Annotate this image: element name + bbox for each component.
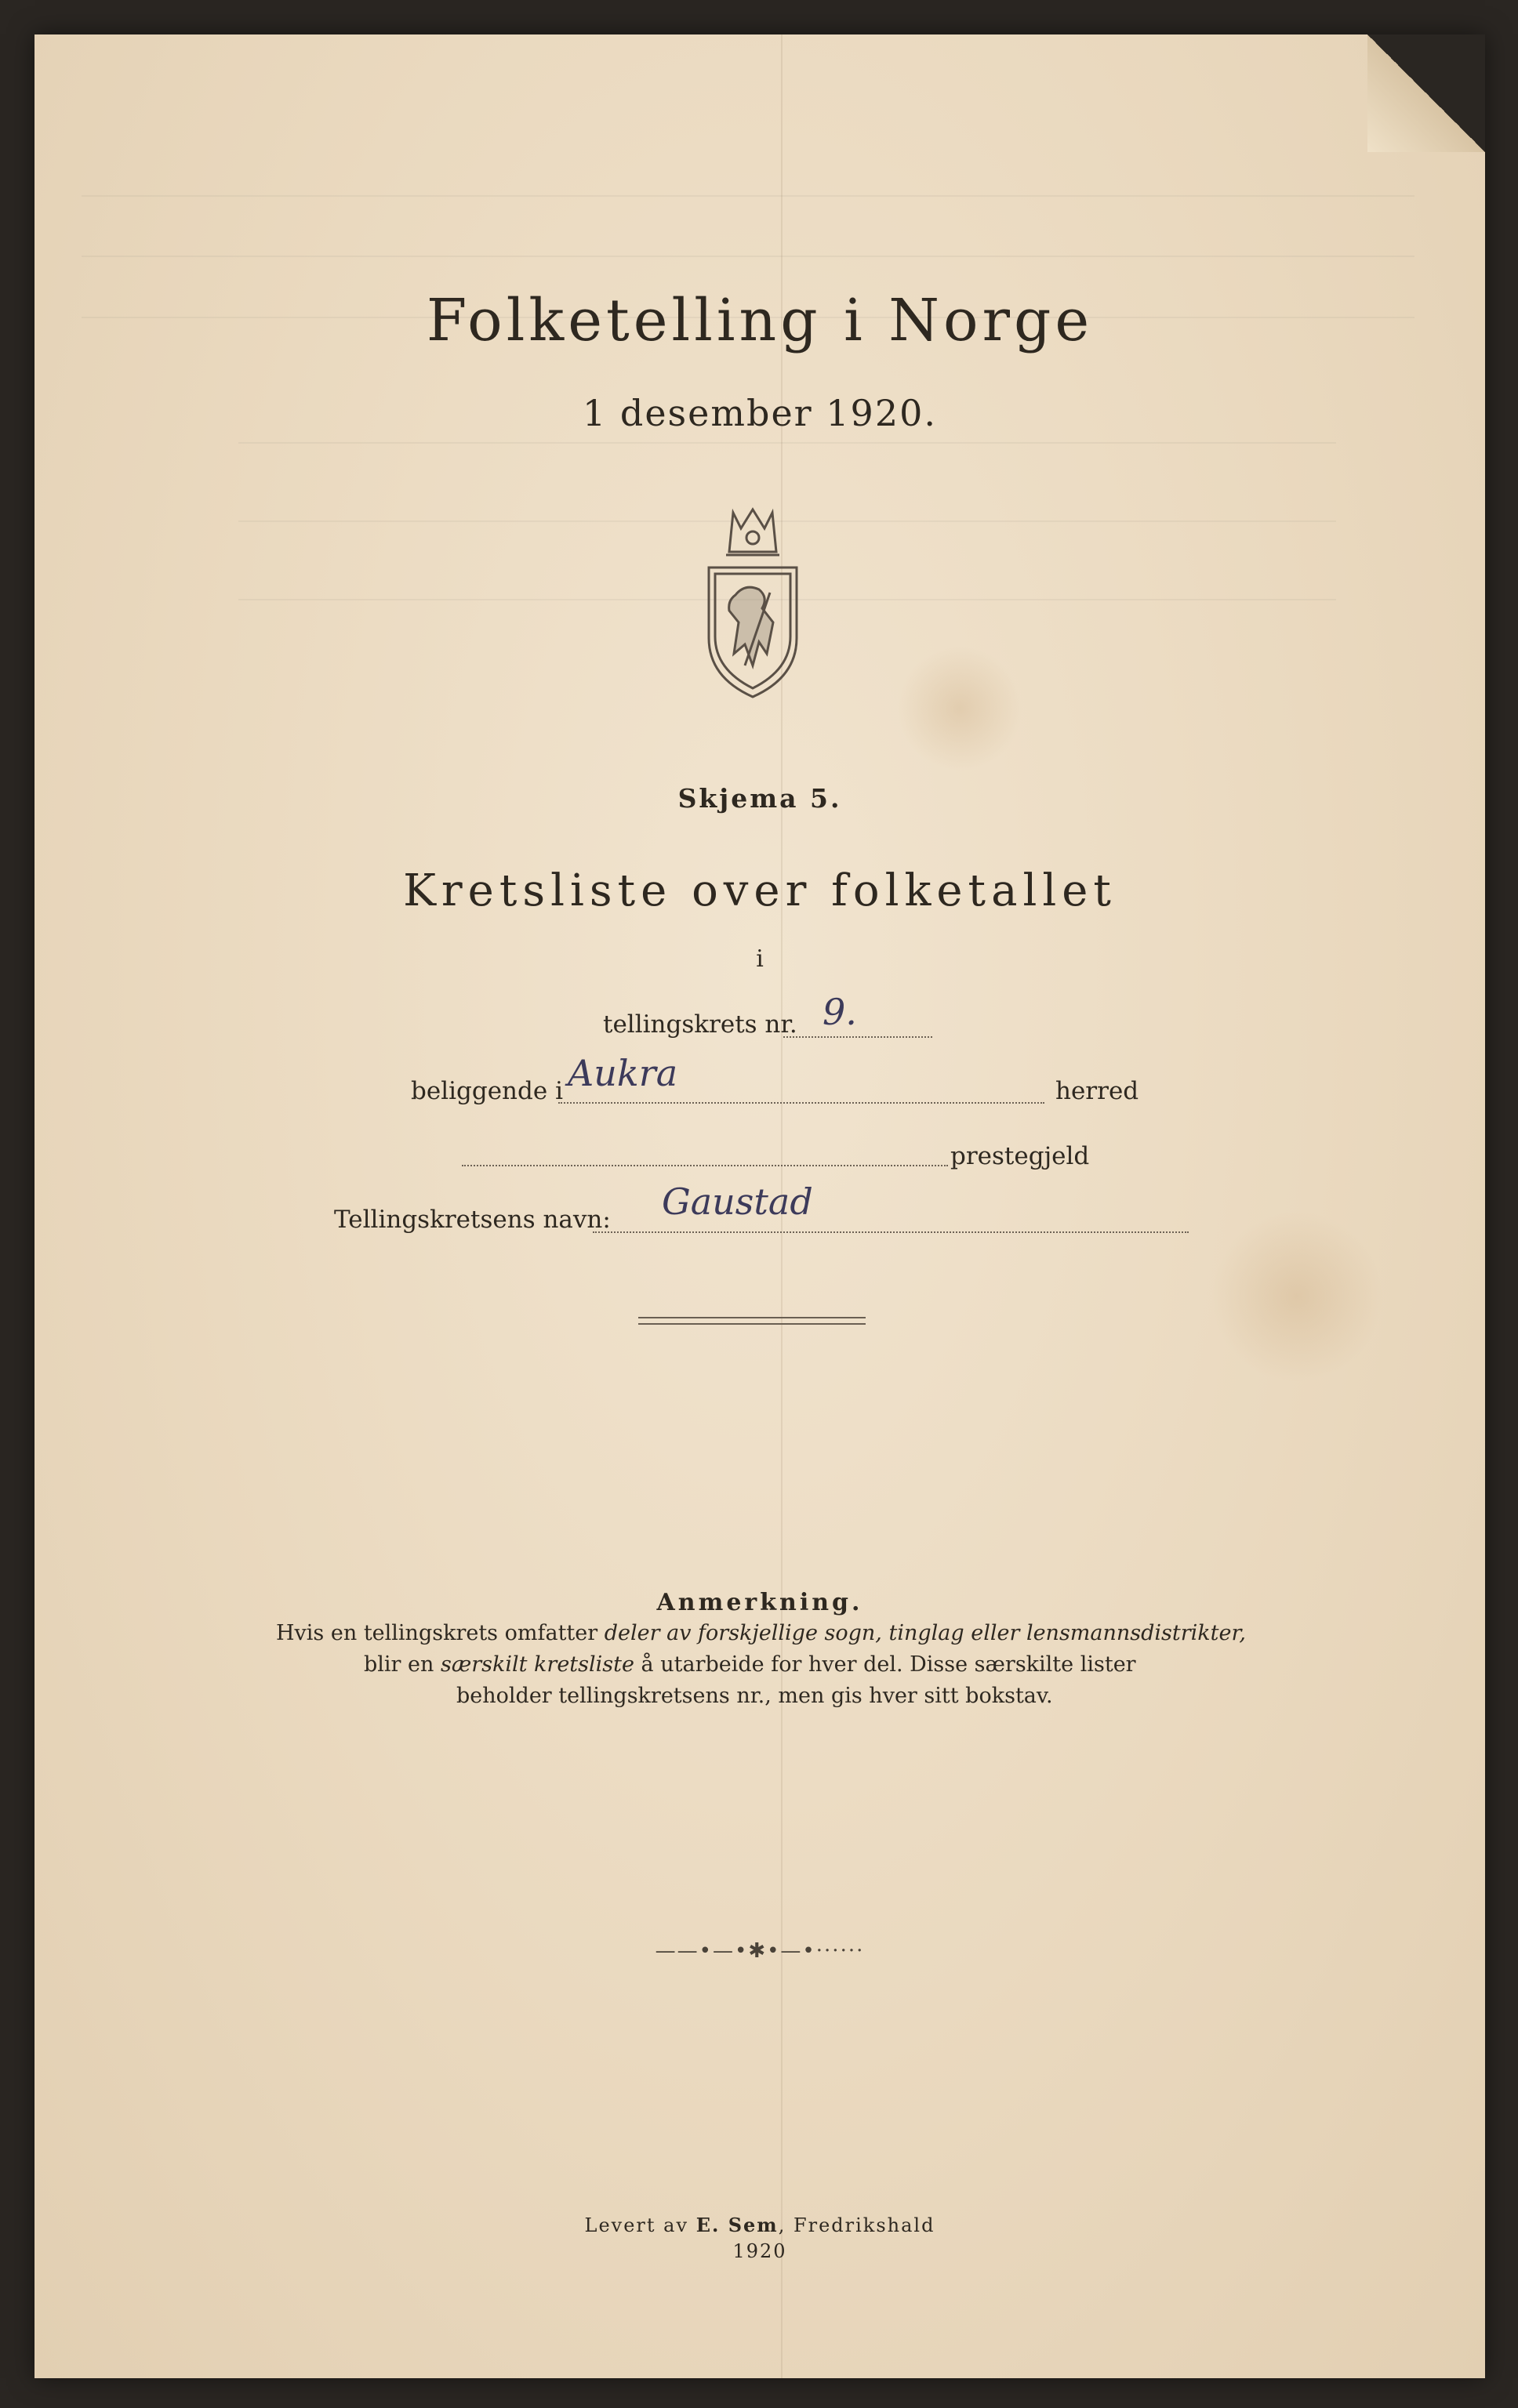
connector-i: i	[756, 945, 764, 973]
tellingskrets-value: 9.	[823, 991, 857, 1033]
note-emphasis: deler av forskjellige sogn, tinglag eller lensmannsdistrikter,	[604, 1621, 1247, 1645]
note-title: Anmerkning.	[656, 1589, 863, 1616]
ornament-divider: ——•—•✱•—•······	[655, 1939, 865, 1963]
paper-stain	[897, 646, 1022, 771]
navn-label: Tellingskretsens navn:	[334, 1206, 611, 1234]
paper-stain	[1211, 1210, 1383, 1383]
printer-name: E. Sem	[695, 2214, 779, 2236]
bleed-through-line	[82, 195, 1414, 197]
navn-line	[593, 1231, 1189, 1233]
schema-number: Skjema 5.	[677, 783, 842, 814]
printer-suffix: , Fredrikshald	[778, 2214, 935, 2236]
printer-prefix: Levert av	[584, 2214, 696, 2236]
beliggende-line	[558, 1102, 1044, 1104]
tellingskrets-label: tellingskrets nr.	[603, 1010, 797, 1039]
bleed-through-line	[82, 256, 1414, 257]
form-subtitle: Kretsliste over folketallet	[403, 865, 1117, 916]
note-text: blir en	[364, 1652, 441, 1677]
note-line-3: beholder tellingskretsens nr., men gis hver sitt bokstav.	[456, 1684, 1053, 1708]
section-divider	[638, 1317, 866, 1325]
note-line-1	[276, 1621, 1246, 1645]
note-text: Hvis en tellingskrets omfatter	[276, 1621, 605, 1645]
census-form-page	[34, 34, 1485, 2378]
navn-value: Gaustad	[662, 1180, 813, 1223]
bleed-through-line	[238, 442, 1336, 444]
prestegjeld-label: prestegjeld	[950, 1142, 1090, 1170]
tellingskrets-line	[783, 1036, 932, 1038]
form-title: Folketelling i Norge	[426, 287, 1094, 354]
printer-year: 1920	[732, 2240, 787, 2262]
beliggende-label: beliggende i	[411, 1077, 563, 1105]
note-text: å utarbeide for hver del. Disse særskilte lister	[634, 1652, 1136, 1677]
folded-corner	[1367, 34, 1485, 152]
note-emphasis: særskilt kretsliste	[441, 1652, 634, 1677]
note-line-2	[364, 1652, 1136, 1677]
herred-label: herred	[1055, 1077, 1139, 1105]
coat-of-arms-icon	[698, 505, 808, 701]
prestegjeld-line	[462, 1165, 948, 1166]
printer-credit	[34, 2214, 1485, 2236]
beliggende-value: Aukra	[568, 1052, 678, 1094]
census-date: 1 desember 1920.	[583, 392, 937, 434]
